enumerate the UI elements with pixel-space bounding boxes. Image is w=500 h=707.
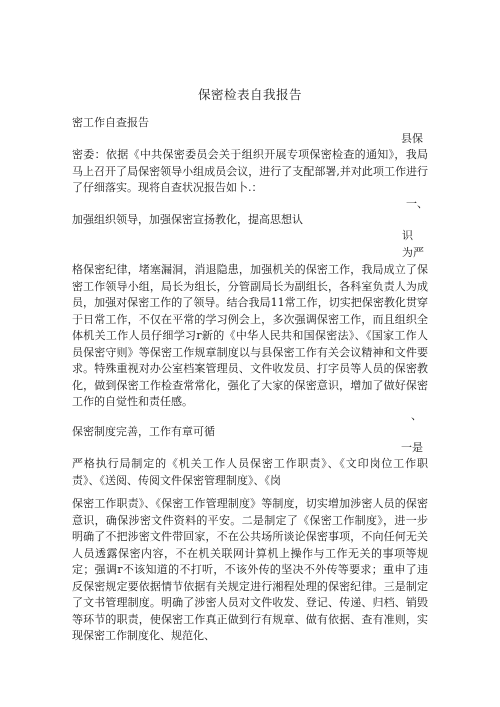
paragraph-intro: 密委：依据《中共保密委员会关于组织开展专项保密检查的通知》，我局马上召开了局保密领导小组成员会议，进行了支配部署,并对此项工作进行了仔细落实。现将自查状况报告如卜.： (72, 148, 428, 194)
paragraph-section-2: 保密工作职责》、《保密工作管理制度》等制度，切实增加涉密人员的保密意识，确保涉密文件资料的平安。二是制定了《保密工作制度》，进一步明确了不把涉密文件带回家，不在公共场所谈论保密事项，不向任何无关人员透露保密内容，不在机关联网计算机上操作与工作无关的事项等规定；强调r不该知道的不打听，不该外传的坚决不外传等要求；重申了违反保密规定要依据情节依据有关规定进行湘程处理的保密纪律。三是制定了文书管理制度。明确了涉密人员对文件收发、登记、传递、归档、销毁等环节的职责，使保密工作真正做到行有规章、做有依据、查有准则，实现保密工作制度化、规范化、 (72, 497, 428, 642)
line-fragment-5: 、 (411, 409, 422, 422)
document-title: 保密检表自我报告 (197, 87, 302, 102)
line-fragment-4: 为严 (402, 246, 424, 259)
paragraph-section-1: 格保密纪律，堵塞漏洞，消退隐患，加强机关的保密工作，我局成立了保密工作领导小组，局长为组长，分管副局长为副组长，各科室负责人为成员，加强对保密工作的了领导。结合我局11常工作，切实把保密教化贯穿于日常工作，不仅在平常的学习例会上，多次强调保密工作，而且组织全体机关工作人员仔细学习r新的《中华人民共和国保密法》、《国家工作人员保密守则》等保密工作规章制度以与县保密工作有关会议精神和文件要求。特殊重视对办公室档案管理员、文件收发员、打字员等人员的保密教化，做到保密工作检查常常化，强化了大家的保密意识，增加了做好保密工作的自觉性和责任感。 (72, 263, 428, 408)
line-fragment-3: 识 (402, 229, 413, 242)
line-fragment-2: 一、 (406, 197, 428, 210)
line-fragment-6: 一是 (401, 441, 423, 454)
report-heading: 密工作自查报告 (72, 116, 149, 129)
line-fragment-1: 县保 (401, 132, 423, 145)
paragraph-section-2-start: 严格执行局制定的《机关工作人员保密工作职责》、《文印岗位工作职责》、《送阅、传阅文件保密管理制度》、《岗 (72, 457, 428, 487)
section-heading-1: 加强组织领导，加强保密宣扬教化，提高思想认 (72, 213, 303, 226)
section-heading-2: 保密制度完善，工作有章可循 (72, 425, 215, 438)
